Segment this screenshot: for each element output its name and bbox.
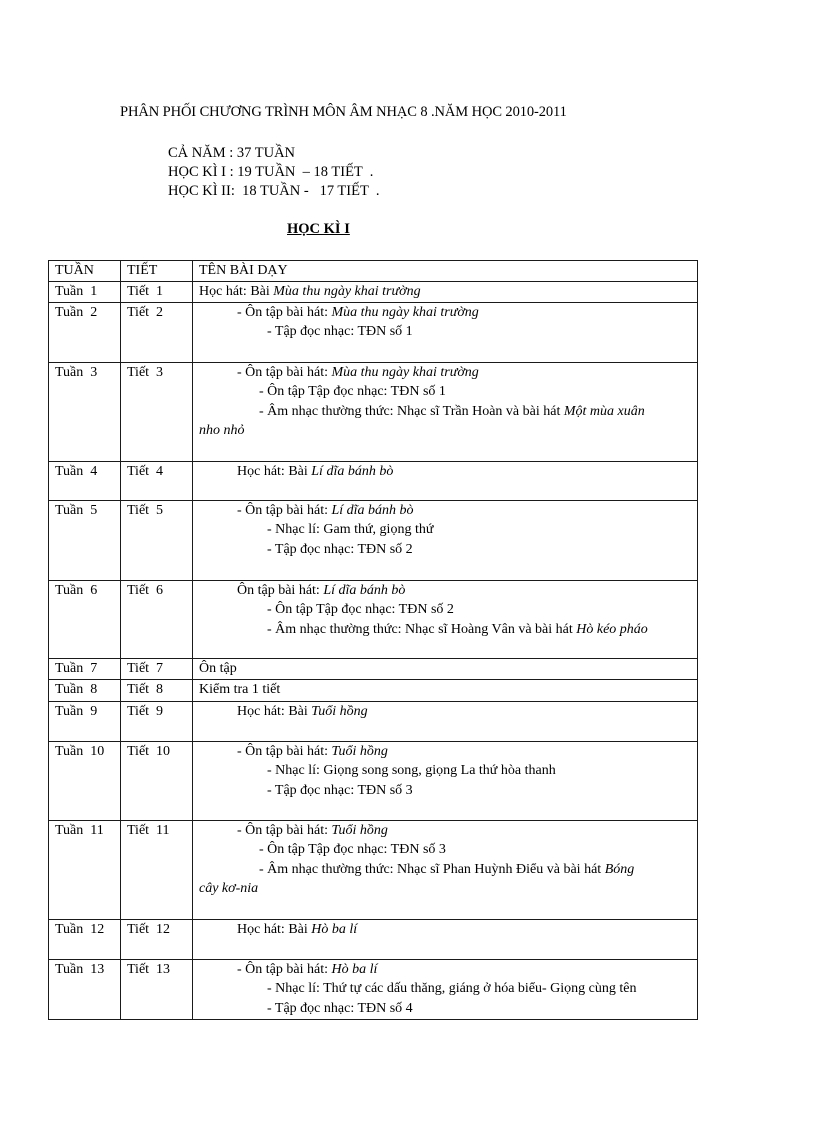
period-cell: Tiết 11 [121, 820, 193, 919]
lesson-line [199, 960, 691, 980]
period-cell: Tiết 5 [121, 500, 193, 580]
lesson-text: Kiểm tra 1 tiết [199, 681, 281, 697]
lesson-line [199, 680, 691, 700]
table-header-row [49, 261, 698, 282]
period-cell: Tiết 7 [121, 658, 193, 679]
lesson-text: Ôn tập [199, 660, 237, 676]
period-cell: Tiết 13 [121, 959, 193, 1019]
lesson-text: - Ôn tập bài hát: [237, 961, 332, 977]
table-body [49, 281, 698, 1019]
lesson-line [199, 620, 691, 640]
week-cell: Tuần 8 [49, 679, 121, 701]
lesson-text: - Ôn tập Tập đọc nhạc: TĐN số 1 [259, 384, 446, 399]
lesson-cell [193, 658, 698, 679]
week-cell: Tuần 3 [49, 362, 121, 461]
lesson-line [199, 821, 691, 841]
lesson-cell [193, 959, 698, 1019]
lesson-text: Học hát: Bài [237, 463, 312, 479]
table-row [49, 281, 698, 302]
period-cell: Tiết 6 [121, 580, 193, 658]
lesson-cell [193, 679, 698, 701]
week-cell: Tuần 10 [49, 741, 121, 820]
lesson-text: - Âm nhạc thường thức: Nhạc sĩ Hoàng Vân và bài hát [267, 621, 577, 637]
lesson-line [199, 999, 691, 1019]
lesson-cell [193, 461, 698, 500]
lesson-text: - Nhạc lí: Gam thứ, giọng thứ [267, 522, 434, 537]
lesson-line [199, 860, 691, 880]
lesson-line [199, 363, 691, 383]
period-cell: Tiết 12 [121, 919, 193, 959]
period-cell: Tiết 3 [121, 362, 193, 461]
schedule-table [48, 260, 698, 1020]
week-cell: Tuần 9 [49, 701, 121, 741]
lesson-text: - Ôn tập Tập đọc nhạc: TĐN số 2 [267, 602, 454, 617]
song-title: Mùa thu ngày khai trường [273, 283, 421, 299]
lesson-text: Học hát: Bài [199, 283, 274, 299]
lesson-cell [193, 919, 698, 959]
lesson-text: - Tập đọc nhạc: TĐN số 3 [267, 782, 413, 798]
lesson-cell [193, 701, 698, 741]
lesson-text: - Nhạc lí: Giọng song song, giọng La thứ hòa thanh [267, 763, 556, 778]
song-title: Tuổi hồng [331, 822, 388, 838]
lesson-text: - Ôn tập bài hát: [237, 304, 332, 320]
lesson-line [199, 421, 691, 441]
lesson-text: - Ôn tập Tập đọc nhạc: TĐN số 3 [259, 842, 446, 857]
song-title: Mùa thu ngày khai trường [331, 364, 479, 380]
table-row [49, 919, 698, 959]
song-title: Hò ba lí [311, 921, 358, 937]
table-row [49, 959, 698, 1019]
lesson-line [199, 303, 691, 323]
lesson-line [199, 282, 691, 302]
table-row [49, 741, 698, 820]
song-title: Tuổi hồng [331, 743, 388, 759]
week-cell: Tuần 5 [49, 500, 121, 580]
lesson-line [199, 979, 691, 999]
song-title: Lí dĩa bánh bò [311, 463, 394, 479]
lesson-line [199, 402, 691, 422]
table-row [49, 580, 698, 658]
header-period: TIẾT [121, 261, 193, 282]
week-cell: Tuần 6 [49, 580, 121, 658]
header-week: TUẦN [49, 261, 121, 282]
lesson-line [199, 581, 691, 601]
lesson-line [199, 520, 691, 540]
lesson-text: - Ôn tập bài hát: [237, 364, 332, 380]
lesson-cell [193, 820, 698, 919]
table-row [49, 658, 698, 679]
lesson-line [199, 781, 691, 801]
lesson-text: Học hát: Bài [237, 921, 312, 937]
song-title: Lí dĩa bánh bò [323, 582, 406, 598]
lesson-line [199, 462, 691, 482]
lesson-line [199, 742, 691, 762]
table-row [49, 701, 698, 741]
header-lesson-name: TÊN BÀI DẠY [193, 261, 698, 282]
lesson-cell [193, 741, 698, 820]
period-cell: Tiết 8 [121, 679, 193, 701]
period-cell: Tiết 1 [121, 281, 193, 302]
summary-line-year: CẢ NĂM : 37 TUẦN [168, 145, 296, 161]
lesson-cell [193, 302, 698, 362]
lesson-text: Ôn tập bài hát: [237, 582, 324, 598]
table-row [49, 820, 698, 919]
year-summary [168, 144, 379, 201]
song-title: Mùa thu ngày khai trường [331, 304, 479, 320]
lesson-text: Học hát: Bài [237, 703, 312, 719]
lesson-line [199, 322, 691, 342]
lesson-text: - Tập đọc nhạc: TĐN số 1 [267, 324, 413, 339]
lesson-cell [193, 500, 698, 580]
section-title: HỌC KÌ I [287, 221, 350, 237]
lesson-cell [193, 362, 698, 461]
song-title: nho nhỏ [199, 423, 245, 438]
week-cell: Tuần 4 [49, 461, 121, 500]
song-title: Bóng [604, 861, 635, 877]
period-cell: Tiết 4 [121, 461, 193, 500]
lesson-text: - Âm nhạc thường thức: Nhạc sĩ Phan Huỳnh Điểu và bài hát [259, 861, 605, 877]
week-cell: Tuần 13 [49, 959, 121, 1019]
song-title: Lí dĩa bánh bò [331, 502, 414, 518]
period-cell: Tiết 2 [121, 302, 193, 362]
lesson-text: - Tập đọc nhạc: TĐN số 4 [267, 1000, 413, 1016]
lesson-text: - Âm nhạc thường thức: Nhạc sĩ Trần Hoàn và bài hát [259, 403, 564, 419]
song-title: Tuổi hồng [311, 703, 368, 719]
period-cell: Tiết 9 [121, 701, 193, 741]
week-cell: Tuần 1 [49, 281, 121, 302]
document-title: PHÂN PHỐI CHƯƠNG TRÌNH MÔN ÂM NHẠC 8 .NĂM HỌC 2010-2011 [120, 104, 567, 120]
period-cell: Tiết 10 [121, 741, 193, 820]
lesson-line [199, 920, 691, 940]
lesson-cell [193, 580, 698, 658]
week-cell: Tuần 2 [49, 302, 121, 362]
lesson-text: - Ôn tập bài hát: [237, 743, 332, 759]
table-row [49, 461, 698, 500]
lesson-line [199, 540, 691, 560]
lesson-text: - Ôn tập bài hát: [237, 502, 332, 518]
summary-line-semester-2: HỌC KÌ II: 18 TUẦN - 17 TIẾT . [168, 183, 380, 199]
lesson-line [199, 702, 691, 722]
week-cell: Tuần 11 [49, 820, 121, 919]
lesson-line [199, 840, 691, 860]
lesson-line [199, 382, 691, 402]
lesson-text: - Ôn tập bài hát: [237, 822, 332, 838]
lesson-cell [193, 281, 698, 302]
week-cell: Tuần 12 [49, 919, 121, 959]
song-title: Một mùa xuân [563, 403, 645, 419]
table-row [49, 362, 698, 461]
song-title: cây kơ-nia [199, 881, 259, 896]
summary-line-semester-1: HỌC KÌ I : 19 TUẦN – 18 TIẾT . [168, 164, 374, 180]
table-row [49, 302, 698, 362]
lesson-text: - Tập đọc nhạc: TĐN số 2 [267, 541, 413, 557]
lesson-line [199, 501, 691, 521]
lesson-line [199, 761, 691, 781]
lesson-text: - Nhạc lí: Thứ tự các dấu thăng, giáng ở hóa biểu- Giọng cùng tên [267, 981, 637, 996]
table-row [49, 679, 698, 701]
lesson-line [199, 879, 691, 899]
song-title: Hò ba lí [331, 961, 378, 977]
lesson-line [199, 600, 691, 620]
lesson-line [199, 659, 691, 679]
week-cell: Tuần 7 [49, 658, 121, 679]
table-row [49, 500, 698, 580]
song-title: Hò kéo pháo [576, 621, 648, 637]
